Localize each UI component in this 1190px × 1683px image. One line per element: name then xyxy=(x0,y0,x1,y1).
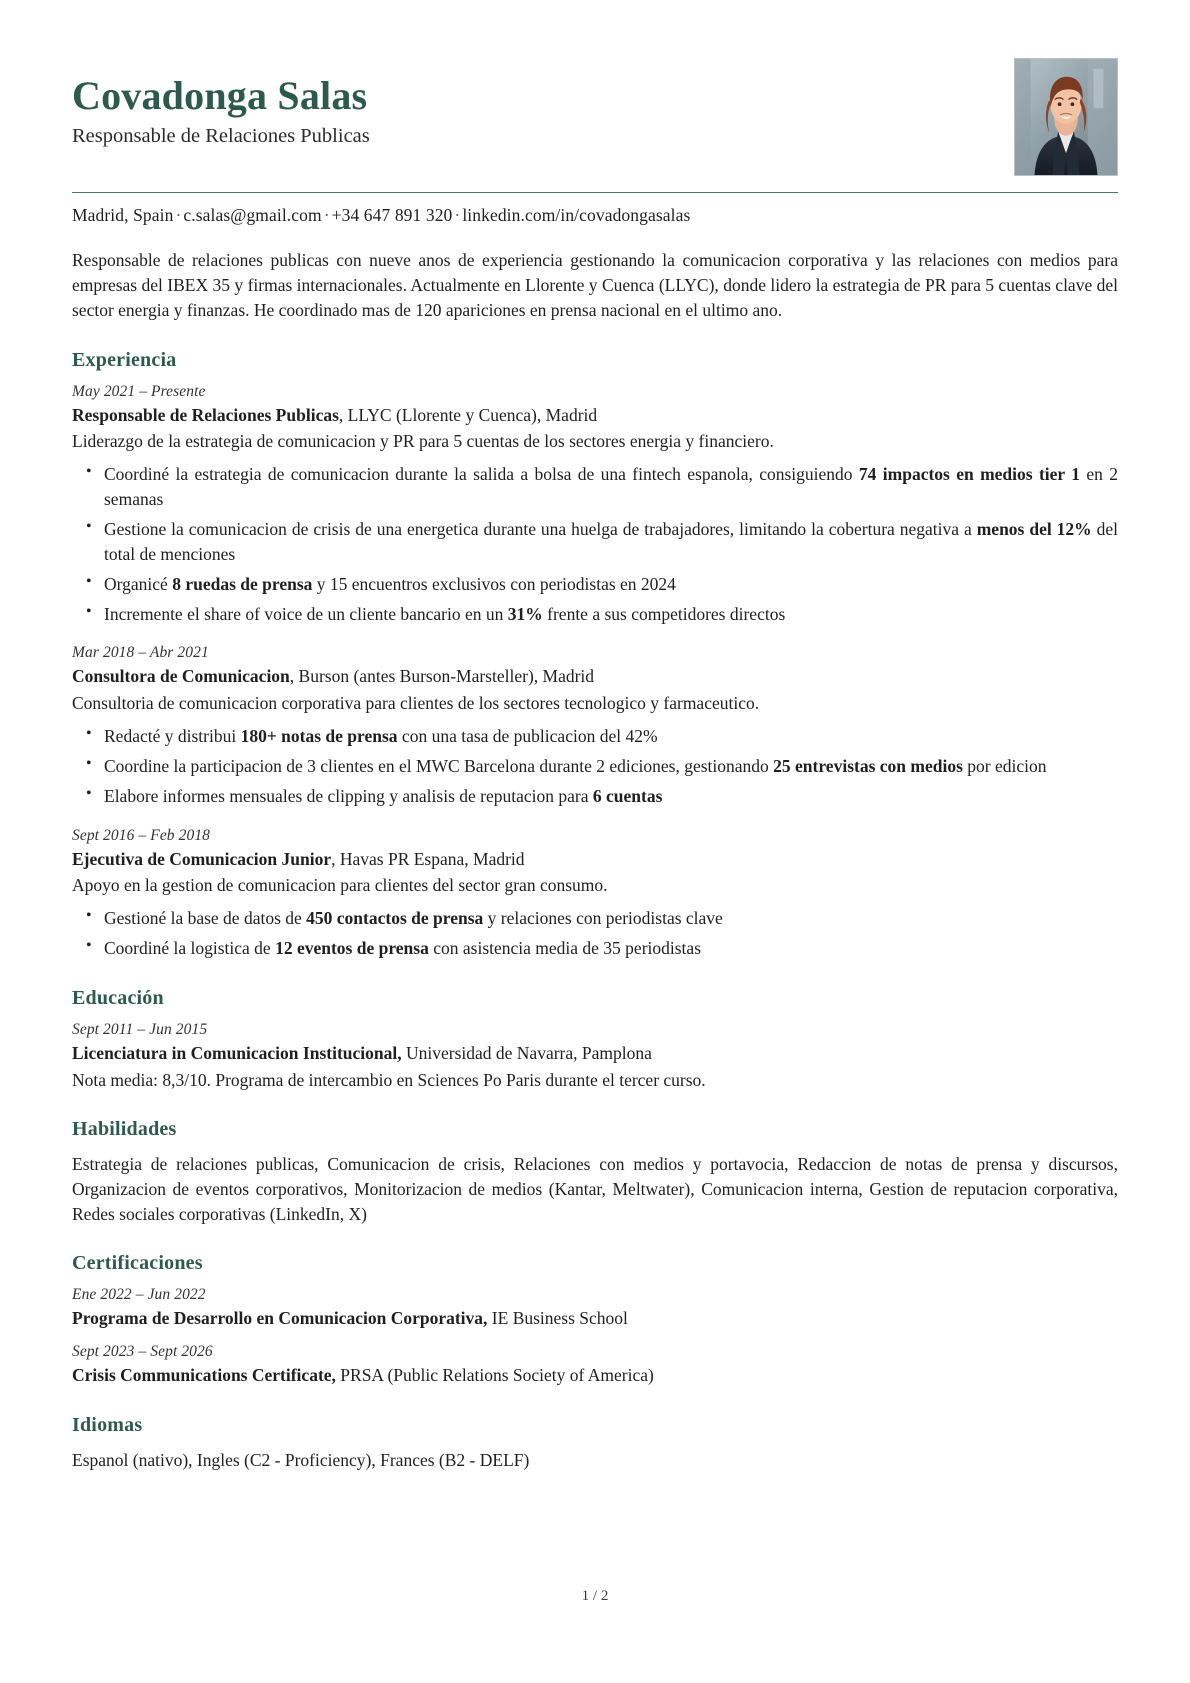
section-education xyxy=(72,987,1118,1092)
bullet-text: frente a sus competidores directos xyxy=(542,603,786,624)
certification-name: Programa de Desarrollo en Comunicacion Corporativa, xyxy=(72,1308,488,1329)
contact-phone[interactable]: +34 647 891 320 xyxy=(331,205,453,225)
experience-entry xyxy=(72,644,1118,808)
entry-description: Apoyo en la gestion de comunicacion para clientes del sector gran consumo. xyxy=(72,875,608,896)
contact-separator: · xyxy=(323,205,330,225)
bullet-item xyxy=(102,462,1118,512)
bullet-highlight: 12 eventos de prensa xyxy=(275,938,429,959)
entry-company: , Burson (antes Burson-Marsteller), Madrid xyxy=(289,666,595,687)
portrait-photo xyxy=(1014,58,1118,176)
bullet-item xyxy=(102,517,1118,567)
entry-dates: Mar 2018 – Abr 2021 xyxy=(72,644,209,662)
entry-description: Liderazgo de la estrategia de comunicacion y PR para 5 cuentas de los sectores energia y financiero. xyxy=(72,431,774,452)
bullet-text: con asistencia media de 35 periodistas xyxy=(428,938,701,959)
candidate-headline: Responsable de Relaciones Publicas xyxy=(72,125,370,147)
contact-separator: · xyxy=(454,205,461,225)
certification-name: Crisis Communications Certificate, xyxy=(72,1365,336,1386)
experience-entry xyxy=(72,383,1118,627)
section-title-skills: Habilidades xyxy=(72,1117,177,1140)
certification-entry xyxy=(72,1343,1118,1388)
entry-role: Responsable de Relaciones Publicas xyxy=(72,404,339,425)
candidate-name: Covadonga Salas xyxy=(72,73,368,118)
entry-dates: Ene 2022 – Jun 2022 xyxy=(72,1286,206,1304)
contact-location: Madrid, Spain xyxy=(72,205,174,225)
bullet-item xyxy=(102,572,1118,597)
bullet-highlight: 180+ notas de prensa xyxy=(240,726,398,747)
contact-line xyxy=(72,205,1118,226)
contact-separator: · xyxy=(175,205,182,225)
certification-name-line xyxy=(72,1364,1118,1388)
certification-entry xyxy=(72,1286,1118,1331)
entry-description: Consultoria de comunicacion corporativa para clientes de los sectores tecnologico y farmaceutico. xyxy=(72,692,760,713)
bullet-text: Coordine la participacion de 3 clientes en el MWC Barcelona durante 2 ediciones, gestionando xyxy=(104,755,774,776)
section-certifications xyxy=(72,1252,1118,1387)
entry-role-line xyxy=(72,848,1118,872)
page-indicator: 1 / 2 xyxy=(581,1588,609,1604)
entry-dates: Sept 2011 – Jun 2015 xyxy=(72,1021,208,1039)
certification-issuer: PRSA (Public Relations Society of America) xyxy=(335,1365,654,1386)
contact-email[interactable]: c.salas@gmail.com xyxy=(183,205,322,225)
bullet-text: y 15 encuentros exclusivos con periodistas en 2024 xyxy=(312,573,676,594)
entry-dates: Sept 2016 – Feb 2018 xyxy=(72,826,211,844)
bullet-text: Gestione la comunicacion de crisis de una energetica durante una huelga de trabajadores, limitando la cobertura negativa a xyxy=(104,518,977,539)
bullet-item xyxy=(102,936,1118,961)
bullet-text: con una tasa de publicacion del 42% xyxy=(397,726,658,747)
experience-entry xyxy=(72,827,1118,961)
bullet-item xyxy=(102,754,1118,779)
entry-role: Consultora de Comunicacion xyxy=(72,666,290,687)
entry-bullet-list xyxy=(72,462,1118,626)
bullet-highlight: 74 impactos en medios tier 1 xyxy=(858,464,1080,485)
page-footer xyxy=(0,1588,1190,1605)
bullet-text: del total de menciones xyxy=(104,518,1119,564)
professional-summary: Responsable de relaciones publicas con nueve anos de experiencia gestionando la comunicacion corporativa y las relaciones con medios para empresas del IBEX 35 y firmas internacionales. Actualmente en Llorente y Cuenca (LLYC), donde lidero la estrategia de PR para 5 cuentas clave del sector energia y finanzas. He coordinado mas de 120 apariciones en prensa nacional en el ultimo ano. xyxy=(72,250,1118,320)
bullet-text: Elabore informes mensuales de clipping y analisis de reputacion para xyxy=(104,785,593,806)
certification-name-line xyxy=(72,1307,1118,1331)
entry-role-line xyxy=(72,665,1118,689)
resume-header xyxy=(72,58,1118,176)
bullet-text: Incremente el share of voice de un cliente bancario en un xyxy=(104,603,508,624)
bullet-item xyxy=(102,602,1118,627)
section-skills xyxy=(72,1118,1118,1227)
section-title-certifications: Certificaciones xyxy=(72,1252,203,1275)
bullet-text: Redacté y distribui xyxy=(104,726,241,747)
certification-issuer: IE Business School xyxy=(487,1308,628,1329)
bullet-highlight: 31% xyxy=(507,603,543,624)
bullet-text: y relaciones con periodistas clave xyxy=(483,908,723,929)
bullet-highlight: 25 entrevistas con medios xyxy=(773,755,963,776)
entry-bullet-list xyxy=(72,724,1118,809)
section-title-education: Educación xyxy=(72,987,164,1010)
bullet-text: Coordiné la logistica de xyxy=(104,938,276,959)
section-title-languages: Idiomas xyxy=(72,1413,143,1436)
bullet-item xyxy=(102,906,1118,931)
bullet-text: por edicion xyxy=(962,755,1047,776)
bullet-highlight: 6 cuentas xyxy=(592,785,663,806)
entry-bullet-list xyxy=(72,906,1118,961)
entry-company: , LLYC (Llorente y Cuenca), Madrid xyxy=(338,404,598,425)
bullet-item xyxy=(102,724,1118,749)
bullet-highlight: menos del 12% xyxy=(976,518,1092,539)
entry-dates: Sept 2023 – Sept 2026 xyxy=(72,1343,213,1361)
education-entry xyxy=(72,1021,1118,1092)
entry-company: , Havas PR Espana, Madrid xyxy=(331,848,525,869)
bullet-highlight: 8 ruedas de prensa xyxy=(172,573,313,594)
entry-description: Nota media: 8,3/10. Programa de intercambio en Sciences Po Paris durante el tercer curso. xyxy=(72,1069,706,1090)
entry-degree-line xyxy=(72,1042,1118,1066)
portrait-illustration xyxy=(1015,59,1117,175)
skills-body: Estrategia de relaciones publicas, Comunicacion de crisis, Relaciones con medios y portavocia, Redaccion de notas de prensa y discursos, Organizacion de eventos corporativos, Monitorizacion de medios (Kantar, Meltwater), Comunicacion interna, Gestion de reputacion corporativa, Redes sociales corporativas (LinkedIn, X) xyxy=(72,1153,1118,1224)
bullet-highlight: 450 contactos de prensa xyxy=(306,908,484,929)
entry-role-line xyxy=(72,404,1118,428)
contact-linkedin[interactable]: linkedin.com/in/covadongasalas xyxy=(462,205,691,225)
entry-role: Ejecutiva de Comunicacion Junior xyxy=(72,848,332,869)
bullet-text: Gestioné la base de datos de xyxy=(104,908,307,929)
bullet-text: Organicé xyxy=(104,573,173,594)
section-title-experience: Experiencia xyxy=(72,348,177,371)
bullet-text: en 2 semanas xyxy=(104,464,1118,510)
section-experience xyxy=(72,349,1118,962)
entry-degree: Licenciatura in Comunicacion Institucional, xyxy=(72,1043,402,1064)
header-text-block xyxy=(72,58,370,149)
bullet-item xyxy=(102,784,1118,809)
section-languages xyxy=(72,1414,1118,1473)
languages-body: Espanol (nativo), Ingles (C2 - Proficiency), Frances (B2 - DELF) xyxy=(72,1449,530,1470)
entry-dates: May 2021 – Presente xyxy=(72,382,206,400)
header-divider xyxy=(72,192,1118,193)
entry-institution: Universidad de Navarra, Pamplona xyxy=(401,1043,652,1064)
bullet-text: Coordiné la estrategia de comunicacion durante la salida a bolsa de una fintech espanola, consiguiendo xyxy=(104,464,859,485)
